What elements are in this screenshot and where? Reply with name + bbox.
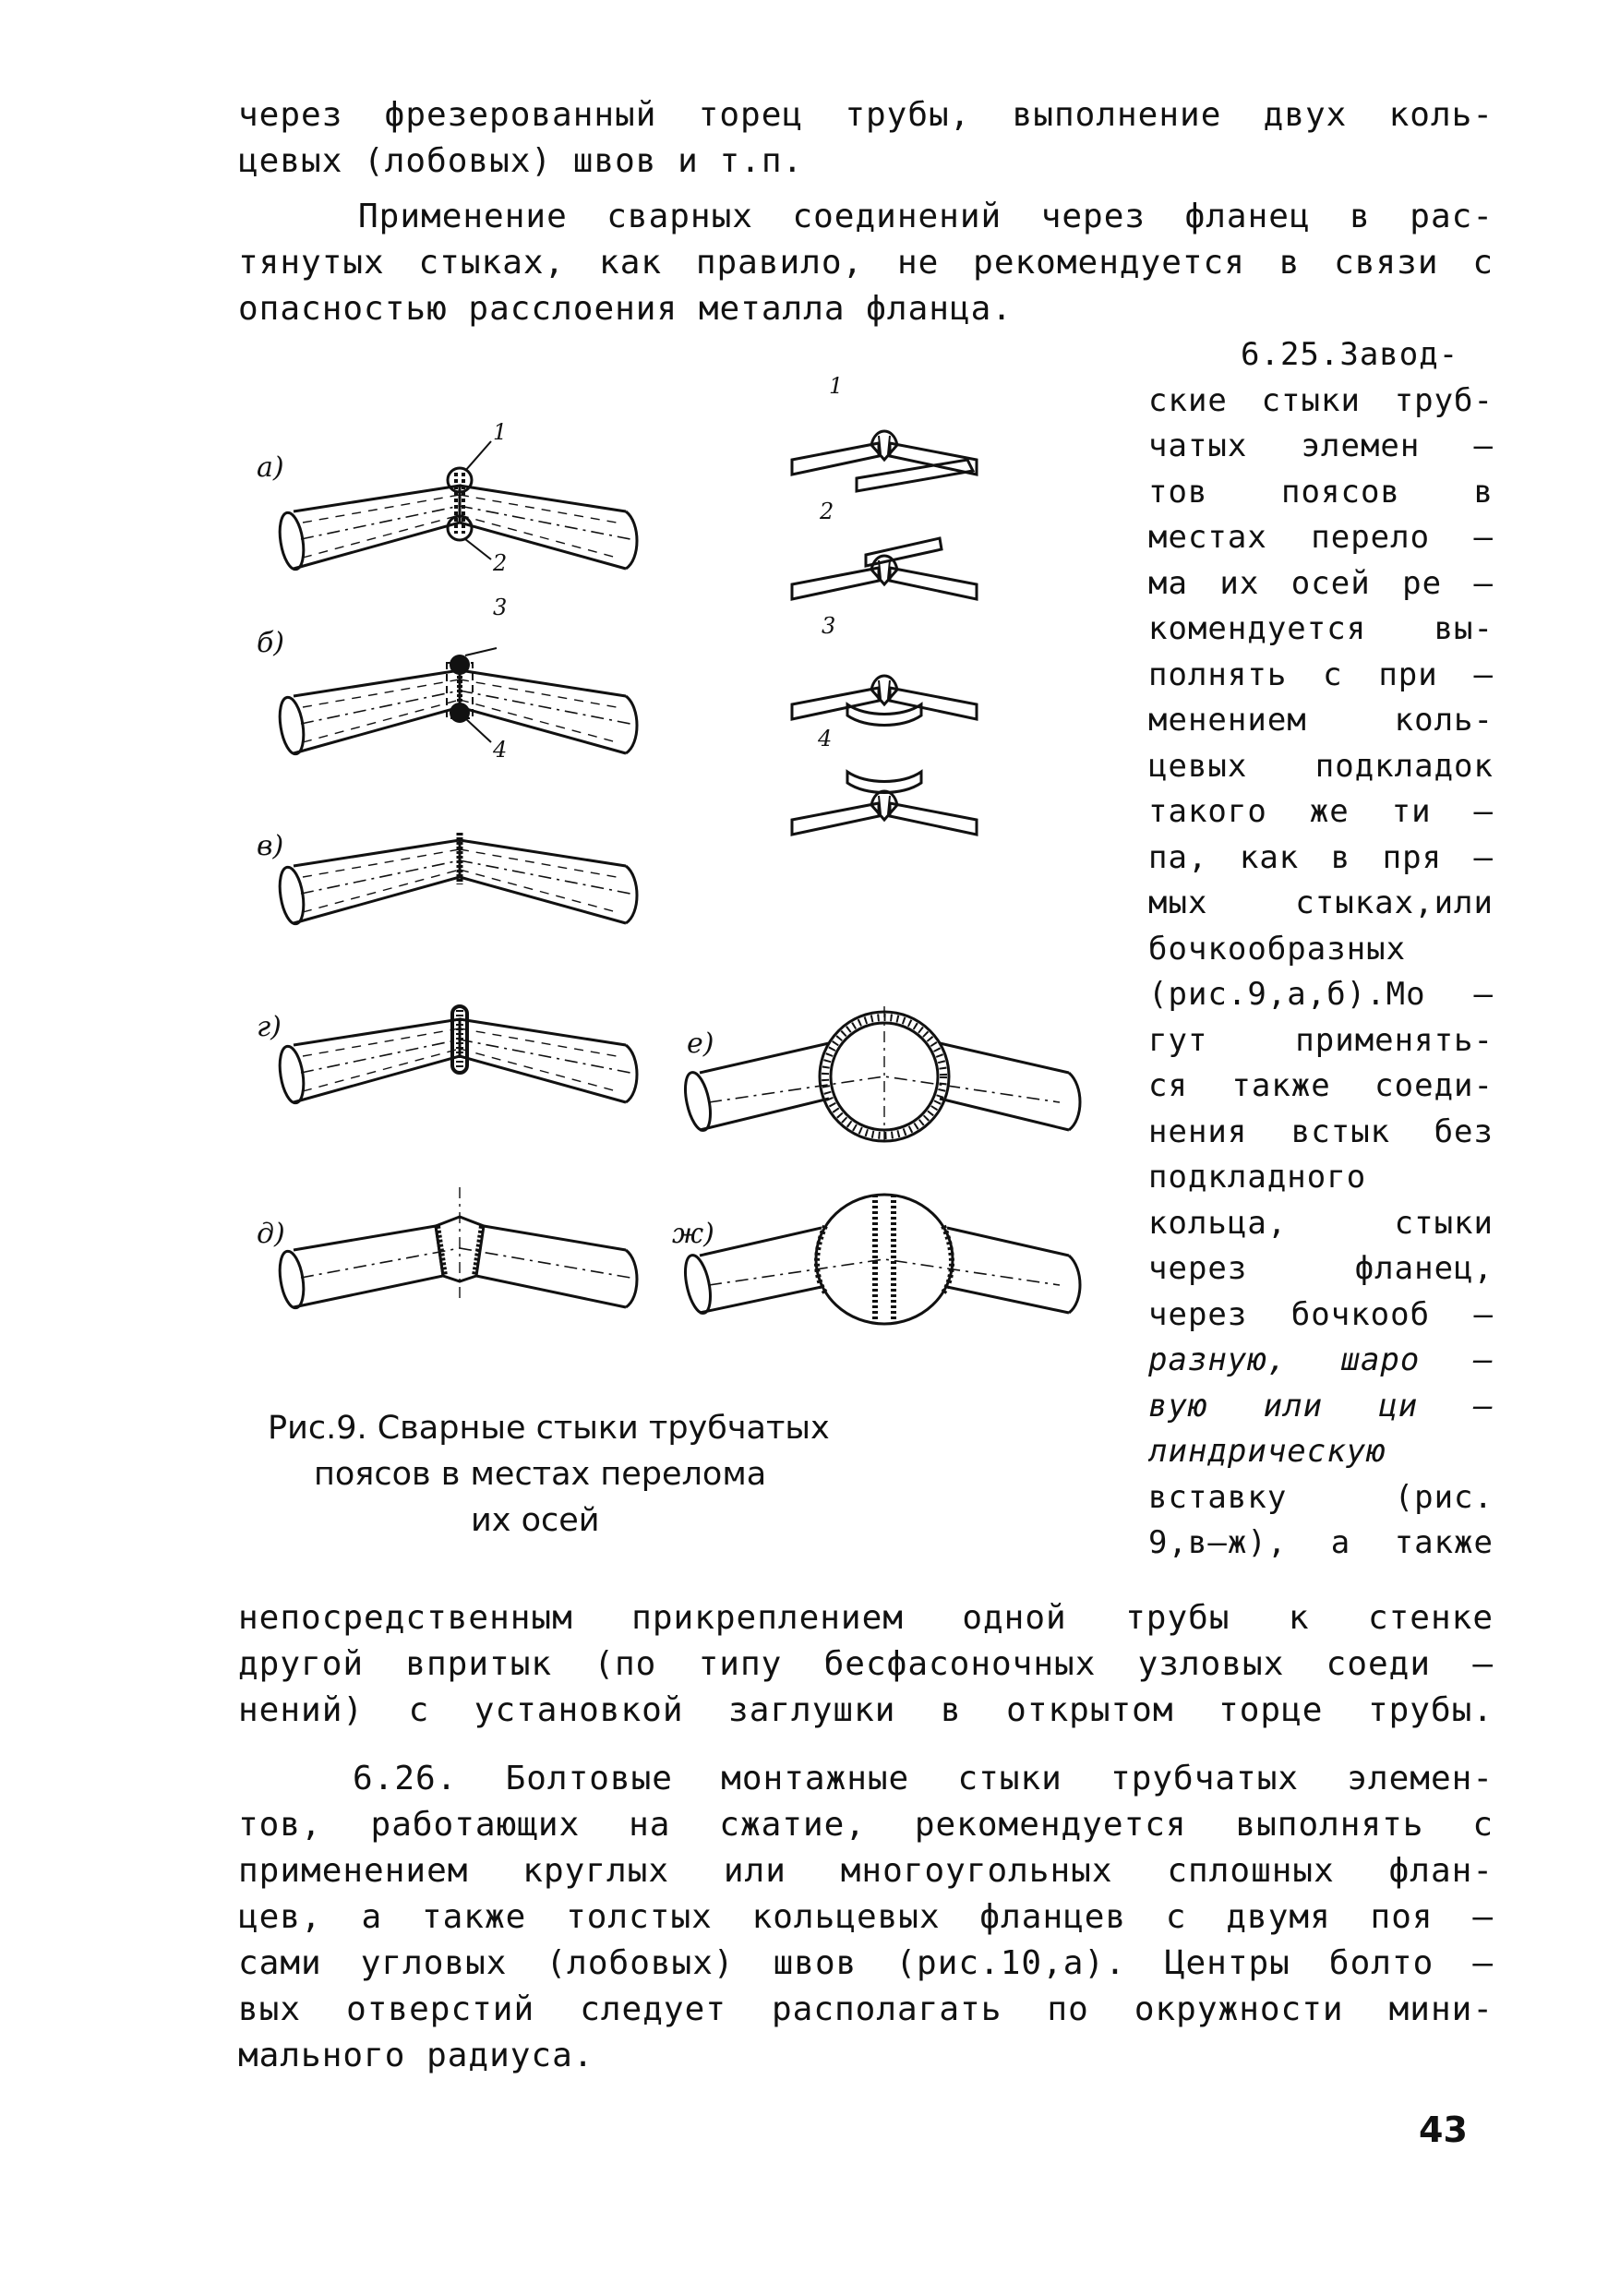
text-line: опасностью расслоения металла фланца. [238, 290, 1013, 328]
text-line: цевых (лобовых) швов и т.п. [238, 142, 804, 180]
text-line: мых стыках,или [1148, 884, 1494, 921]
section-number-3: 3 [822, 613, 836, 639]
label-a: а) [257, 451, 284, 484]
text-line: тов поясов в [1148, 473, 1494, 511]
text-line: другой впритык (по типу бесфасоночных узловых соеди – [238, 1645, 1494, 1683]
text-line: комендуется вы- [1148, 610, 1494, 647]
text-line: сами угловых (лобовых) швов (рис.10,а). Центры болто – [238, 1944, 1494, 1982]
number-1: 1 [493, 419, 508, 445]
joint-v [276, 833, 637, 925]
text-line: такого же ти – [1148, 793, 1494, 830]
section-4 [792, 772, 977, 835]
section-625-column [1148, 332, 1494, 1567]
label-g: г) [257, 1011, 282, 1043]
joint-b [276, 648, 637, 755]
joint-d [276, 1187, 637, 1309]
label-zh: ж) [672, 1218, 714, 1250]
joint-e [681, 1006, 1080, 1147]
paragraph-top [238, 92, 1494, 185]
paragraph-flange [238, 194, 1494, 332]
caption-line: поясов в местах перелома [314, 1456, 767, 1493]
text-line: чатых элемен – [1148, 427, 1494, 464]
label-e: е) [687, 1028, 714, 1060]
label-d: д) [257, 1218, 285, 1250]
text-line: через фрезерованный торец трубы, выполнение двух коль- [238, 96, 1494, 134]
text-line: тянутых стыках, как правило, не рекомендуется в связи с [238, 244, 1494, 282]
section-number-2: 2 [820, 499, 834, 524]
text-line: бочкообразных [1148, 930, 1407, 968]
section-2 [792, 538, 977, 599]
text-line: вых отверстий следует располагать по окружности мини- [238, 1990, 1494, 2028]
label-b: б) [257, 627, 285, 659]
text-line: цев, а также толстых кольцевых фланцев с двумя поя – [238, 1898, 1494, 1936]
section-626 [238, 1756, 1494, 2079]
number-3: 3 [493, 595, 508, 620]
section-number-4: 4 [818, 726, 833, 751]
text-line: полнять с при – [1148, 655, 1494, 693]
joint-zh [681, 1195, 1080, 1324]
text-line: 9,в–ж), а также [1148, 1524, 1494, 1561]
text-line: подкладного [1148, 1159, 1367, 1196]
text-line: применением круглых или многоугольных сплошных флан- [238, 1852, 1494, 1890]
text-line: местах перело – [1148, 519, 1494, 556]
text-line: ся также соеди- [1148, 1067, 1494, 1104]
text-line: тов, работающих на сжатие, рекомендуется выполнять с [238, 1806, 1494, 1844]
caption-line: Рис.9. Сварные стыки трубчатых [268, 1410, 830, 1447]
joint-g [276, 1006, 637, 1104]
text-line: разную, шаро – [1148, 1341, 1494, 1378]
text-line: кольца, стыки [1148, 1204, 1494, 1242]
text-line: (рис.9,а,б).Мо – [1148, 976, 1494, 1013]
text-line: нения встык без [1148, 1112, 1494, 1150]
text-line: па, как в пря – [1148, 838, 1494, 876]
text-line: 6.26. Болтовые монтажные стыки трубчатых элемен- [353, 1760, 1494, 1797]
section-625-continuation [238, 1595, 1494, 1734]
text-line: ские стыки труб- [1148, 381, 1494, 419]
figure-caption [268, 1405, 830, 1544]
figure-9-drawing [238, 366, 1124, 1344]
section-1 [792, 431, 977, 491]
text-line: непосредственным прикреплением одной трубы к стенке [238, 1599, 1494, 1637]
figure-9 [238, 366, 1124, 1344]
text-line: линдрическую [1148, 1433, 1386, 1470]
text-line: через фланец, [1148, 1250, 1494, 1287]
text-line: через бочкооб – [1148, 1295, 1494, 1333]
text-line: вставку (рис. [1148, 1478, 1494, 1516]
text-line: 6.25.Завод- [1241, 336, 1459, 373]
label-v: в) [257, 830, 284, 862]
text-line: мального радиуса. [238, 2037, 594, 2074]
text-line: цевых подкладок [1148, 747, 1494, 785]
text-line: гут применять- [1148, 1021, 1494, 1059]
joint-a [276, 441, 637, 571]
text-line: вую или ци – [1148, 1387, 1494, 1424]
section-3 [792, 676, 977, 726]
text-line: Применение сварных соединений через фланец в рас- [358, 198, 1494, 235]
number-2: 2 [493, 550, 508, 576]
page-number: 43 [1419, 2110, 1468, 2150]
text-line: менением коль- [1148, 702, 1494, 739]
text-line: нений) с установкой заглушки в открытом торце трубы. [238, 1691, 1494, 1729]
text-line: ма их осей ре – [1148, 564, 1494, 602]
number-4: 4 [493, 737, 508, 763]
caption-line: их осей [471, 1502, 600, 1539]
section-number-1: 1 [829, 373, 844, 399]
